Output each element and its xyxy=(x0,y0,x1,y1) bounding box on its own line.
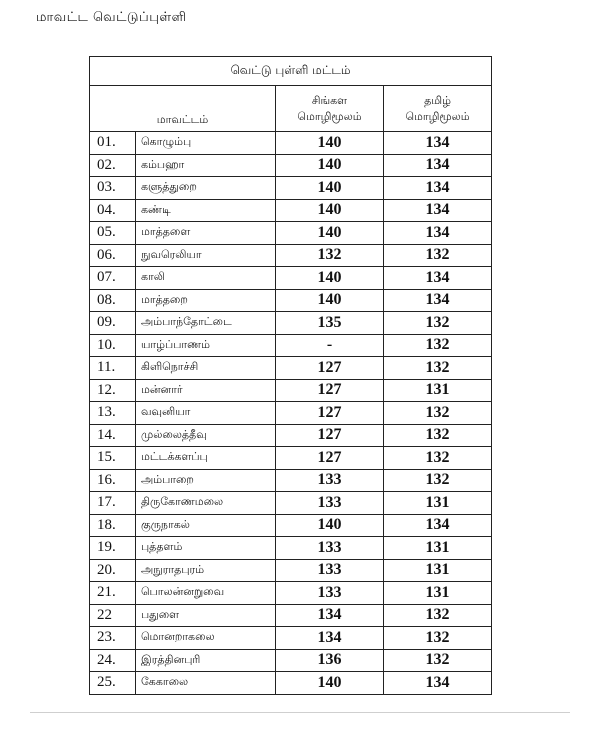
sinhala-medium-cutoff: 127 xyxy=(276,357,384,380)
table-body xyxy=(90,132,492,695)
table-row xyxy=(90,469,492,492)
table-row xyxy=(90,222,492,245)
district-name: கிளிநொச்சி xyxy=(136,357,276,380)
district-name: கம்பஹா xyxy=(136,154,276,177)
sinhala-medium-cutoff: 140 xyxy=(276,289,384,312)
sinhala-medium-cutoff: 140 xyxy=(276,154,384,177)
row-number: 11. xyxy=(90,357,136,380)
table-row xyxy=(90,514,492,537)
row-number: 23. xyxy=(90,627,136,650)
sinhala-medium-cutoff: 140 xyxy=(276,132,384,155)
table-row xyxy=(90,649,492,672)
table-row xyxy=(90,177,492,200)
tamil-medium-cutoff: 131 xyxy=(384,559,492,582)
row-number: 06. xyxy=(90,244,136,267)
tamil-medium-cutoff: 132 xyxy=(384,469,492,492)
district-name: மாத்தளை xyxy=(136,222,276,245)
sinhala-medium-cutoff: 133 xyxy=(276,559,384,582)
row-number: 07. xyxy=(90,267,136,290)
tamil-medium-cutoff: 132 xyxy=(384,334,492,357)
sinhala-medium-cutoff: 134 xyxy=(276,627,384,650)
district-name: அம்பாந்தோட்டை xyxy=(136,312,276,335)
sinhala-medium-cutoff: 140 xyxy=(276,199,384,222)
table-row xyxy=(90,334,492,357)
district-name: பொலன்னறுவை xyxy=(136,582,276,605)
district-name: நுவரெலியா xyxy=(136,244,276,267)
table-row xyxy=(90,559,492,582)
table-row xyxy=(90,424,492,447)
tamil-medium-cutoff: 132 xyxy=(384,627,492,650)
table-row xyxy=(90,379,492,402)
table-row xyxy=(90,627,492,650)
page-title: மாவட்ட வெட்டுப்புள்ளி xyxy=(36,10,187,25)
district-name: திருகோணமலை xyxy=(136,492,276,515)
tamil-medium-header xyxy=(384,86,492,132)
tamil-medium-cutoff: 134 xyxy=(384,132,492,155)
district-name: முல்லைத்தீவு xyxy=(136,424,276,447)
district-name: குருநாகல் xyxy=(136,514,276,537)
tamil-medium-cutoff: 132 xyxy=(384,357,492,380)
row-number: 25. xyxy=(90,672,136,695)
sinhala-medium-cutoff: 133 xyxy=(276,492,384,515)
district-name: மன்னார் xyxy=(136,379,276,402)
table-row xyxy=(90,357,492,380)
district-name: அம்பாறை xyxy=(136,469,276,492)
tamil-medium-cutoff: 132 xyxy=(384,447,492,470)
row-number: 16. xyxy=(90,469,136,492)
row-number: 19. xyxy=(90,537,136,560)
tamil-medium-cutoff: 134 xyxy=(384,154,492,177)
row-number: 03. xyxy=(90,177,136,200)
sinhala-medium-cutoff: 140 xyxy=(276,222,384,245)
scan-artifact-line xyxy=(30,712,570,713)
tamil-medium-cutoff: 134 xyxy=(384,177,492,200)
table-row xyxy=(90,447,492,470)
table-row xyxy=(90,289,492,312)
row-number: 20. xyxy=(90,559,136,582)
tamil-medium-cutoff: 134 xyxy=(384,514,492,537)
tamil-medium-cutoff: 132 xyxy=(384,312,492,335)
row-number: 09. xyxy=(90,312,136,335)
district-name: காலி xyxy=(136,267,276,290)
sinhala-medium-header xyxy=(276,86,384,132)
sinhala-medium-cutoff: 133 xyxy=(276,537,384,560)
row-number: 21. xyxy=(90,582,136,605)
district-name: வவுனியா xyxy=(136,402,276,425)
tamil-medium-cutoff: 132 xyxy=(384,424,492,447)
row-number: 01. xyxy=(90,132,136,155)
table-row xyxy=(90,672,492,695)
sinhala-medium-cutoff: 140 xyxy=(276,672,384,695)
table-row xyxy=(90,244,492,267)
district-name: இரத்தினபுரி xyxy=(136,649,276,672)
sinhala-medium-cutoff: 133 xyxy=(276,582,384,605)
district-name: பதுளை xyxy=(136,604,276,627)
district-name: களுத்துறை xyxy=(136,177,276,200)
row-number: 18. xyxy=(90,514,136,537)
table-row xyxy=(90,312,492,335)
sinhala-medium-cutoff: 140 xyxy=(276,267,384,290)
tamil-medium-cutoff: 134 xyxy=(384,222,492,245)
tamil-medium-cutoff: 134 xyxy=(384,267,492,290)
sinhala-medium-cutoff: 127 xyxy=(276,402,384,425)
district-name: புத்தளம் xyxy=(136,537,276,560)
district-header: மாவட்டம் xyxy=(90,86,276,132)
row-number: 08. xyxy=(90,289,136,312)
row-number: 02. xyxy=(90,154,136,177)
table-row xyxy=(90,537,492,560)
row-number: 15. xyxy=(90,447,136,470)
tamil-medium-cutoff: 131 xyxy=(384,537,492,560)
tamil-medium-cutoff: 134 xyxy=(384,199,492,222)
row-number: 12. xyxy=(90,379,136,402)
district-name: கண்டி xyxy=(136,199,276,222)
tamil-medium-cutoff: 132 xyxy=(384,402,492,425)
table-row xyxy=(90,267,492,290)
sinhala-medium-cutoff: 127 xyxy=(276,447,384,470)
sinhala-header-line1: சிங்கள xyxy=(311,93,348,107)
tamil-medium-cutoff: 131 xyxy=(384,582,492,605)
table-row xyxy=(90,402,492,425)
row-number: 13. xyxy=(90,402,136,425)
sinhala-medium-cutoff: - xyxy=(276,334,384,357)
sinhala-medium-cutoff: 132 xyxy=(276,244,384,267)
row-number: 04. xyxy=(90,199,136,222)
row-number: 22 xyxy=(90,604,136,627)
row-number: 10. xyxy=(90,334,136,357)
table-row xyxy=(90,154,492,177)
tamil-header-line2: மொழிமூலம் xyxy=(405,109,470,123)
district-name: மட்டக்களப்பு xyxy=(136,447,276,470)
sinhala-medium-cutoff: 133 xyxy=(276,469,384,492)
district-name: கேகாலை xyxy=(136,672,276,695)
district-name: யாழ்ப்பாணம் xyxy=(136,334,276,357)
header-row xyxy=(90,86,492,132)
tamil-medium-cutoff: 132 xyxy=(384,649,492,672)
tamil-header-line1: தமிழ் xyxy=(424,93,451,107)
sinhala-medium-cutoff: 136 xyxy=(276,649,384,672)
caption-row xyxy=(90,57,492,86)
row-number: 14. xyxy=(90,424,136,447)
table-row xyxy=(90,132,492,155)
row-number: 24. xyxy=(90,649,136,672)
district-name: மாத்தறை xyxy=(136,289,276,312)
sinhala-medium-cutoff: 140 xyxy=(276,177,384,200)
tamil-medium-cutoff: 131 xyxy=(384,379,492,402)
tamil-medium-cutoff: 132 xyxy=(384,604,492,627)
sinhala-medium-cutoff: 127 xyxy=(276,379,384,402)
table-row xyxy=(90,582,492,605)
tamil-medium-cutoff: 134 xyxy=(384,672,492,695)
district-name: மொனறாகலை xyxy=(136,627,276,650)
table-row xyxy=(90,492,492,515)
row-number: 05. xyxy=(90,222,136,245)
sinhala-medium-cutoff: 135 xyxy=(276,312,384,335)
row-number: 17. xyxy=(90,492,136,515)
sinhala-medium-cutoff: 127 xyxy=(276,424,384,447)
table-caption: வெட்டு புள்ளி மட்டம் xyxy=(90,57,492,86)
table-row xyxy=(90,199,492,222)
table-row xyxy=(90,604,492,627)
cutoff-table xyxy=(89,56,492,695)
sinhala-medium-cutoff: 140 xyxy=(276,514,384,537)
tamil-medium-cutoff: 131 xyxy=(384,492,492,515)
district-name: அநுராதபுரம் xyxy=(136,559,276,582)
district-name: கொழும்பு xyxy=(136,132,276,155)
tamil-medium-cutoff: 134 xyxy=(384,289,492,312)
sinhala-medium-cutoff: 134 xyxy=(276,604,384,627)
sinhala-header-line2: மொழிமூலம் xyxy=(297,109,362,123)
tamil-medium-cutoff: 132 xyxy=(384,244,492,267)
